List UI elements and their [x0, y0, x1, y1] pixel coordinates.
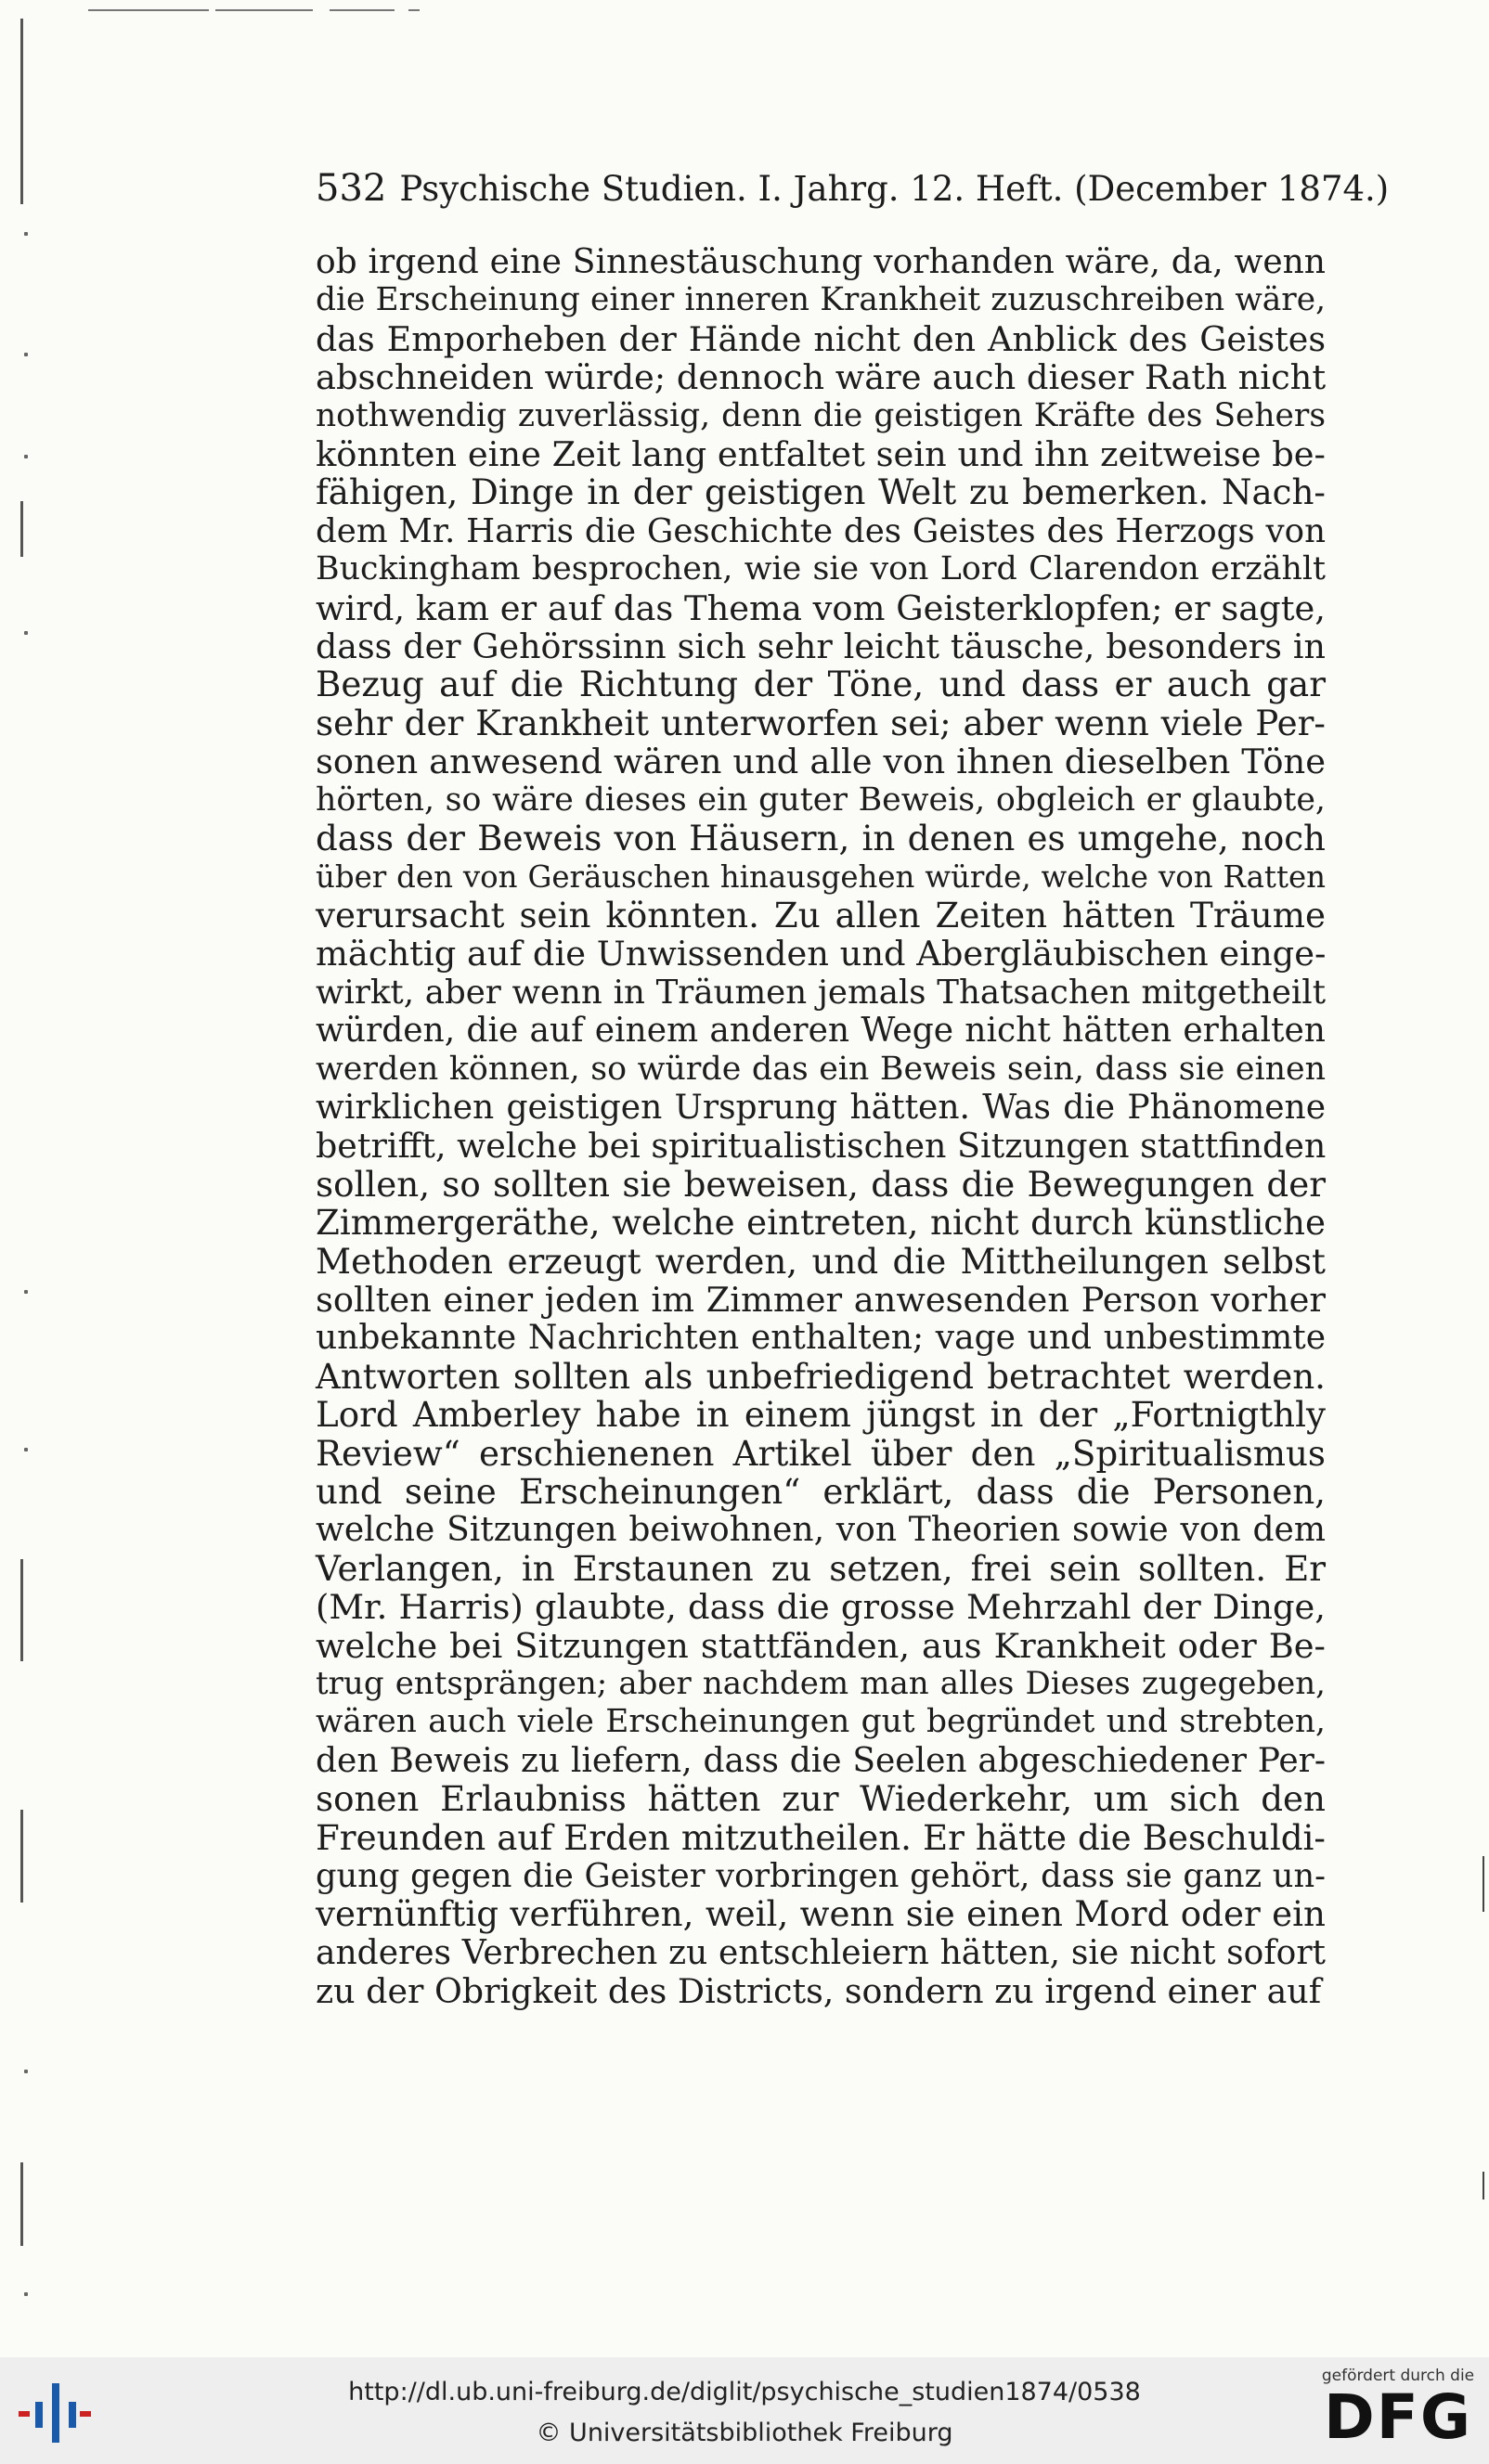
- right-edge-mark: [1483, 2172, 1484, 2200]
- text-line: Antworten sollten als unbefriedigend betrachtet werden.: [316, 1355, 1326, 1397]
- running-title: Psychische Studien. I. Jahrg. 12. Heft. (December 1874.): [399, 169, 1390, 209]
- text-line: Verlangen, in Erstaunen zu setzen, frei sein sollten. Er: [316, 1547, 1326, 1589]
- dfg-wordmark: DFG: [1323, 2381, 1473, 2453]
- text-line: unbekannte Nachrichten enthalten; vage und unbestimmte: [316, 1319, 1326, 1358]
- text-line: über den von Geräuschen hinausgehen würde, welche von Ratten: [316, 858, 1326, 895]
- text-line: und seine Erscheinungen“ erklärt, dass die Personen,: [316, 1471, 1326, 1512]
- text-line: Methoden erzeugt werden, und die Mittheilungen selbst: [316, 1240, 1326, 1282]
- text-line: welche bei Sitzungen stattfänden, aus Krankheit oder Be-: [316, 1625, 1326, 1666]
- scan-speck: [24, 232, 28, 236]
- scan-speck: [24, 353, 28, 356]
- text-line: sollten einer jeden im Zimmer anwesenden Person vorher: [316, 1279, 1326, 1320]
- text-line: die Erscheinung einer inneren Krankheit zuzuschreiben wäre,: [316, 281, 1326, 319]
- text-line: Zimmergeräthe, welche eintreten, nicht durch künstliche: [316, 1202, 1326, 1244]
- viewer-footer: [0, 2357, 1489, 2464]
- text-line: könnten eine Zeit lang entfaltet sein und ihn zeitweise be-: [316, 434, 1326, 475]
- text-line: zu der Obrigkeit des Districts, sondern zu irgend einer auf: [316, 1971, 1322, 2012]
- right-edge-mark: [1483, 1856, 1484, 1912]
- text-line: mächtig auf die Unwissenden und Abergläubischen einge-: [316, 934, 1327, 974]
- text-line: anderes Verbrechen zu entschleiern hätten, sie nicht sofort: [316, 1933, 1326, 1972]
- text-line: abschneiden würde; dennoch wäre auch dieser Rath nicht: [316, 357, 1327, 398]
- top-rule: [88, 9, 209, 11]
- text-line: ob irgend eine Sinnestäuschung vorhanden wäre, da, wenn: [316, 243, 1326, 281]
- text-line: gung gegen die Geister vorbringen gehört, dass sie ganz un-: [316, 1857, 1326, 1896]
- text-line: sonen anwesend wären und alle von ihnen dieselben Töne: [316, 742, 1326, 782]
- text-line: wird, kam er auf das Thema vom Geisterklopfen; er sagte,: [316, 587, 1326, 628]
- text-line: Review“ erschienenen Artikel über den „Spiritualismus: [316, 1432, 1326, 1474]
- top-rule: [330, 9, 395, 11]
- top-rule: [215, 9, 313, 11]
- text-line: sollen, so sollten sie beweisen, dass die Bewegungen der: [316, 1163, 1326, 1205]
- text-line: sehr der Krankheit unterworfen sei; aber wenn viele Per-: [316, 702, 1326, 743]
- text-line: verursacht sein könnten. Zu allen Zeiten hätten Träume: [316, 894, 1326, 935]
- text-line: nothwendig zuverlässig, denn die geistigen Kräfte des Sehers: [316, 396, 1326, 434]
- text-line: wirkt, aber wenn in Träumen jemals Thatsachen mitgetheilt: [316, 973, 1326, 1012]
- text-line: vernünftig verführen, weil, wenn sie einen Mord oder ein: [316, 1893, 1326, 1935]
- binding-edge-mark: [20, 19, 23, 204]
- scan-speck: [24, 2070, 28, 2073]
- running-header: [316, 167, 1390, 210]
- text-line: Freunden auf Erden mitzutheilen. Er hätte die Beschuldi-: [316, 1816, 1326, 1858]
- text-line: trug entsprängen; aber nachdem man alles Dieses zugegeben,: [316, 1665, 1326, 1703]
- text-line: fähigen, Dinge in der geistigen Welt zu bemerken. Nach-: [316, 471, 1326, 513]
- dfg-logo: [1316, 2367, 1480, 2456]
- text-line: welche Sitzungen beiwohnen, von Theorien sowie von dem: [316, 1511, 1326, 1550]
- text-line: sonen Erlaubniss hätten zur Wiederkehr, um sich den: [316, 1778, 1326, 1820]
- text-line: den Beweis zu liefern, dass die Seelen abgeschiedener Per-: [316, 1741, 1326, 1780]
- text-line: werden können, so würde das ein Beweis sein, dass sie einen: [316, 1050, 1326, 1088]
- text-line: das Emporheben der Hände nicht den Anblick des Geistes: [316, 318, 1326, 359]
- text-line: betrifft, welche bei spiritualistischen Sitzungen stattfinden: [316, 1126, 1327, 1167]
- copyright-notice: © Universitätsbibliothek Freiburg: [536, 2419, 953, 2447]
- text-line: dass der Gehörssinn sich sehr leicht täusche, besonders in: [316, 626, 1326, 667]
- binding-edge-mark: [20, 1810, 23, 1903]
- scan-speck: [24, 631, 28, 635]
- text-line: Lord Amberley habe in einem jüngst in der „Fortnigthly: [316, 1394, 1326, 1436]
- scan-speck: [24, 455, 28, 458]
- text-line: (Mr. Harris) glaubte, dass die grosse Mehrzahl der Dinge,: [316, 1587, 1326, 1628]
- text-line: dem Mr. Harris die Geschichte des Geistes des Herzogs von: [316, 511, 1326, 550]
- text-line: hörten, so wäre dieses ein guter Beweis, obgleich er glaubte,: [316, 780, 1326, 819]
- top-rule: [408, 9, 420, 11]
- scan-speck: [24, 2292, 28, 2296]
- body-text: [316, 243, 1326, 2011]
- text-line: wirklichen geistigen Ursprung hätten. Was die Phänomene: [316, 1088, 1326, 1127]
- scan-speck: [24, 1290, 28, 1294]
- text-line: wären auch viele Erscheinungen gut begründet und strebten,: [316, 1703, 1326, 1741]
- text-line: dass der Beweis von Häusern, in denen es umgehe, noch: [316, 818, 1326, 859]
- text-line: Buckingham besprochen, wie sie von Lord Clarendon erzählt: [316, 550, 1326, 588]
- text-line: würden, die auf einem anderen Wege nicht hätten erhalten: [316, 1012, 1326, 1051]
- scan-speck: [24, 1448, 28, 1451]
- binding-edge-mark: [20, 1559, 23, 1661]
- permalink-url[interactable]: http://dl.ub.uni-freiburg.de/diglit/psychische_studien1874/0538: [348, 2378, 1141, 2406]
- binding-edge-mark: [20, 2162, 23, 2246]
- dfg-tagline: gefördert durch die: [1321, 2367, 1475, 2385]
- page-number: 532: [316, 167, 387, 210]
- binding-edge-mark: [20, 501, 23, 557]
- text-line: Bezug auf die Richtung der Töne, und dass er auch gar: [316, 664, 1326, 705]
